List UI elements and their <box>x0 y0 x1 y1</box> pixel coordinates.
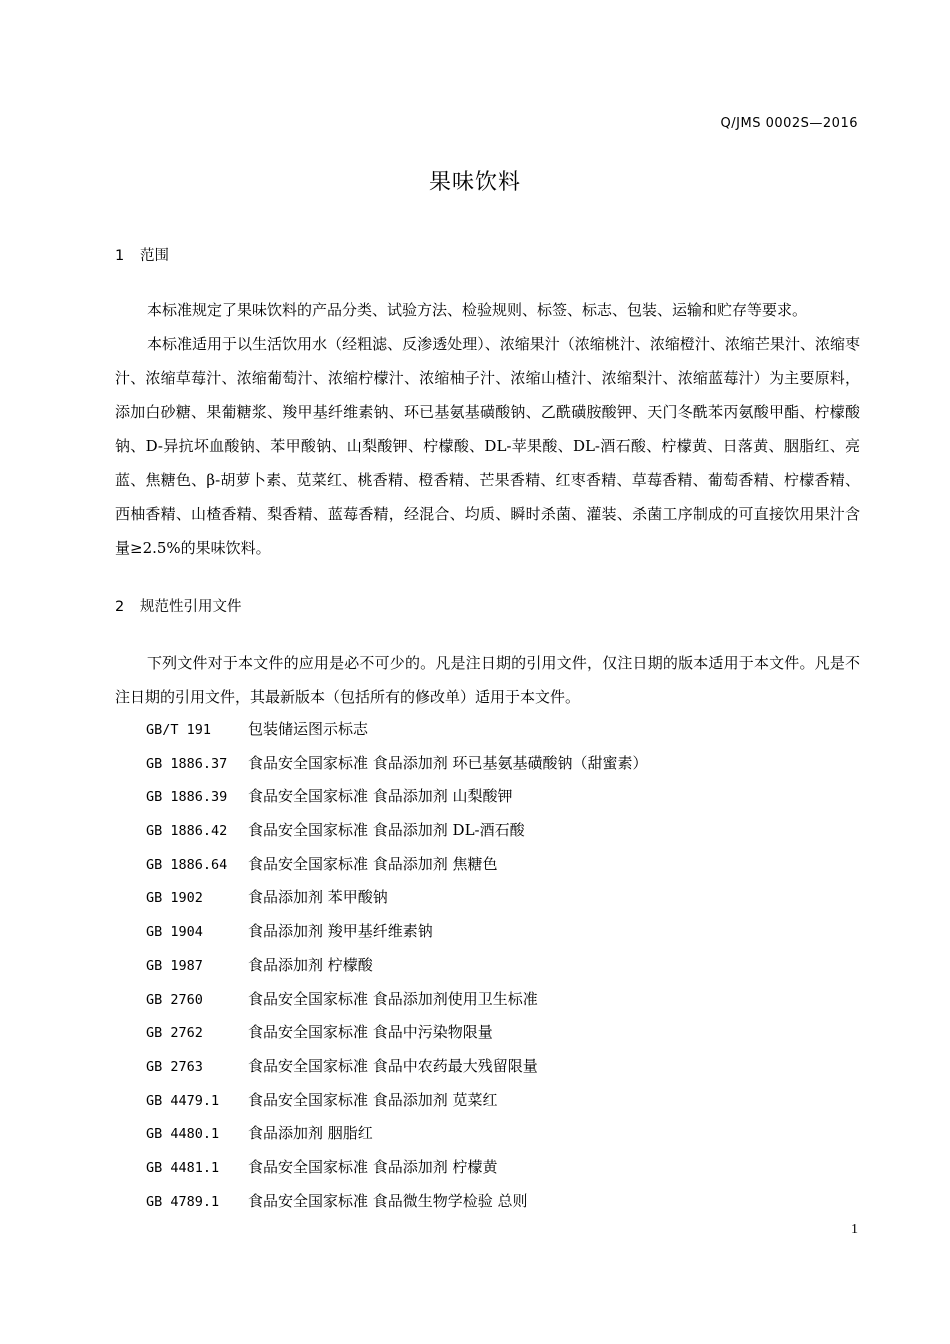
reference-item <box>146 713 860 747</box>
reference-item <box>146 1016 860 1050</box>
reference-title: 食品安全国家标准 食品添加剂 柠檬黄 <box>248 1157 498 1176</box>
reference-code: GB 2763 <box>146 1058 203 1075</box>
reference-item <box>146 747 860 781</box>
reference-code: GB 1904 <box>146 924 203 941</box>
reference-code: GB 1886.39 <box>146 789 228 806</box>
reference-title: 食品添加剂 柠檬酸 <box>248 955 373 974</box>
reference-title: 包装储运图示标志 <box>248 720 369 738</box>
reference-code: GB 2760 <box>146 991 203 1008</box>
normative-references-list <box>146 713 860 1218</box>
section-2-heading <box>115 595 242 616</box>
section-2-number: 2 <box>115 599 125 615</box>
section-1-paragraph-1: 本标准规定了果味饮料的产品分类、试验方法、检验规则、标签、标志、包装、运输和贮存等要求。 <box>147 301 808 319</box>
reference-code: GB 4481.1 <box>146 1159 220 1176</box>
reference-title: 食品添加剂 胭脂红 <box>248 1124 373 1143</box>
reference-code: GB 4480.1 <box>146 1126 220 1143</box>
reference-item <box>146 848 860 882</box>
reference-title: 食品安全国家标准 食品添加剂 环已基氨基磺酸钠（甜蜜素） <box>248 753 648 772</box>
document-code: Q/JMS 0002S—2016 <box>720 116 858 131</box>
reference-code: GB 1886.42 <box>146 823 228 840</box>
reference-item <box>146 1117 860 1151</box>
reference-title: 食品安全国家标准 食品添加剂 DL-酒石酸 <box>248 821 525 840</box>
page-number: 1 <box>851 1222 858 1237</box>
reference-item <box>146 1084 860 1118</box>
reference-item <box>146 1050 860 1084</box>
reference-title: 食品安全国家标准 食品中污染物限量 <box>248 1023 493 1042</box>
reference-item <box>146 814 860 848</box>
reference-title: 食品安全国家标准 食品添加剂 苋菜红 <box>248 1090 498 1109</box>
reference-item <box>146 1185 860 1219</box>
reference-code: GB 1886.37 <box>146 755 228 772</box>
reference-title: 食品安全国家标准 食品添加剂使用卫生标准 <box>248 989 538 1008</box>
reference-code: GB 4789.1 <box>146 1193 220 1210</box>
reference-code: GB 4479.1 <box>146 1092 220 1109</box>
section-1-paragraph-2: 本标准适用于以生活饮用水（经粗滤、反渗透处理）、浓缩果汁（浓缩桃汁、浓缩橙汁、浓缩芒果汁、浓缩枣汁、浓缩草莓汁、浓缩葡萄汁、浓缩柠檬汁、浓缩柚子汁、浓缩山楂汁、浓缩梨汁、浓缩蓝莓汁）为主要原料，添加白砂糖、果葡糖浆、羧甲基纤维素钠、环已基氨基磺酸钠、乙酰磺胺酸钾、天门冬酰苯丙氨酸甲酯、柠檬酸钠、D-异抗坏血酸钠、苯甲酸钠、山梨酸钾、柠檬酸、DL-苹果酸、DL-酒石酸、柠檬黄、日落黄、胭脂红、亮蓝、焦糖色、β-胡萝卜素、苋菜红、桃香精、橙香精、芒果香精、红枣香精、草莓香精、葡萄香精、柠檬香精、西柚香精、山楂香精、梨香精、蓝莓香精，经混合、均质、瞬时杀菌、灌装、杀菌工序制成的可直接饮用果汁含量≥2.5%的果味饮料。 <box>115 335 860 557</box>
reference-code: GB 2762 <box>146 1025 203 1042</box>
reference-code: GB 1902 <box>146 890 203 907</box>
reference-item <box>146 915 860 949</box>
reference-item <box>146 949 860 983</box>
reference-item <box>146 983 860 1017</box>
reference-title: 食品添加剂 苯甲酸钠 <box>248 888 388 907</box>
reference-title: 食品安全国家标准 食品添加剂 焦糖色 <box>248 854 498 873</box>
reference-title: 食品安全国家标准 食品微生物学检验 总则 <box>248 1191 528 1210</box>
reference-item <box>146 780 860 814</box>
section-1-number: 1 <box>115 248 125 264</box>
reference-code: GB 1987 <box>146 957 203 974</box>
reference-code: GB 1886.64 <box>146 856 228 873</box>
section-2-paragraph-1: 下列文件对于本文件的应用是必不可少的。凡是注日期的引用文件，仅注日期的版本适用于本文件。凡是不注日期的引用文件，其最新版本（包括所有的修改单）适用于本文件。 <box>115 654 860 706</box>
section-2-title: 规范性引用文件 <box>140 599 242 615</box>
reference-item <box>146 1151 860 1185</box>
document-title: 果味饮料 <box>428 170 521 195</box>
reference-code: GB/T 191 <box>146 722 212 738</box>
reference-title: 食品添加剂 羧甲基纤维素钠 <box>248 922 433 941</box>
section-1-heading <box>115 244 169 265</box>
reference-item <box>146 881 860 915</box>
reference-title: 食品安全国家标准 食品中农药最大残留限量 <box>248 1056 538 1075</box>
reference-title: 食品安全国家标准 食品添加剂 山梨酸钾 <box>248 787 513 806</box>
section-1-title: 范围 <box>140 248 169 264</box>
